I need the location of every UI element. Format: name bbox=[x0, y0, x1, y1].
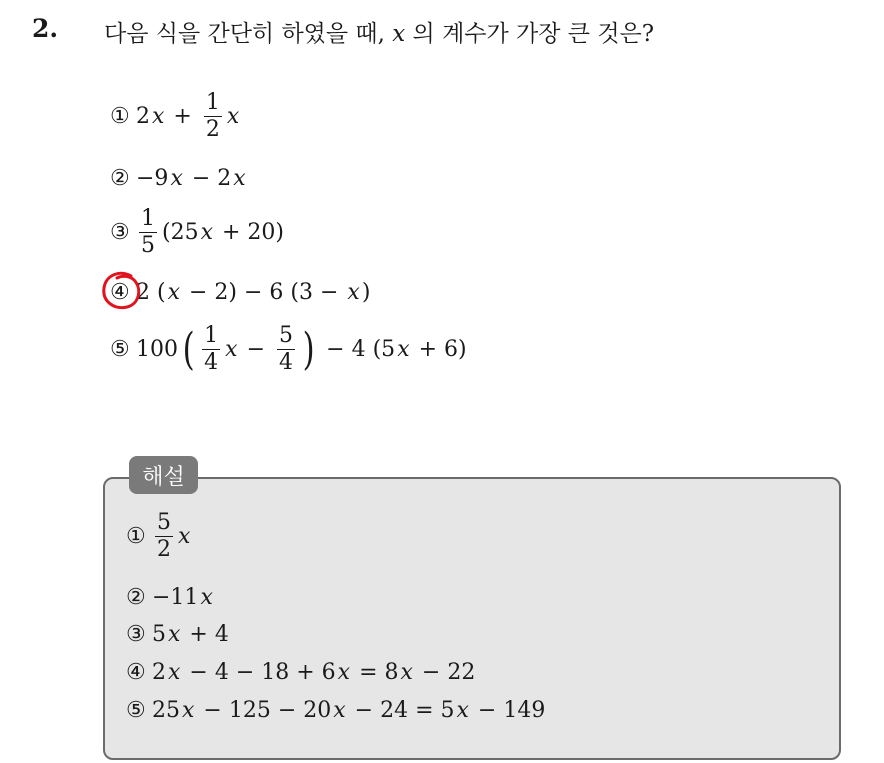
expr-text: ) bbox=[361, 280, 371, 305]
expr-text: 2 ( bbox=[136, 280, 166, 305]
fraction bbox=[155, 512, 173, 561]
question-variable: x bbox=[392, 21, 406, 47]
expr-text: + bbox=[166, 104, 199, 129]
fraction-numerator: 5 bbox=[279, 323, 294, 348]
fraction-numerator: 5 bbox=[157, 510, 171, 535]
solution-mark: ② bbox=[126, 585, 146, 610]
expr-var: x bbox=[226, 104, 240, 129]
expr-text: − 24 = 5 bbox=[347, 698, 455, 723]
choice-4[interactable] bbox=[110, 280, 370, 305]
choice-1[interactable] bbox=[110, 92, 239, 141]
expr-text: 2 bbox=[152, 660, 166, 685]
expr-var: x bbox=[456, 698, 469, 723]
solution-mark: ③ bbox=[126, 622, 146, 647]
expr-var: x bbox=[182, 698, 195, 723]
expr-var: x bbox=[225, 337, 238, 362]
expr-text: + 6) bbox=[411, 337, 467, 362]
expr-text: − 2 bbox=[184, 166, 232, 191]
choice-mark: ② bbox=[110, 166, 130, 191]
fraction-denominator: 4 bbox=[279, 350, 294, 375]
expr-var: x bbox=[397, 337, 410, 362]
expr-var: x bbox=[333, 698, 346, 723]
expr-text: = 8 bbox=[352, 660, 399, 685]
fraction-denominator: 5 bbox=[141, 233, 155, 258]
expr-var: x bbox=[337, 660, 351, 685]
choice-mark: ③ bbox=[110, 220, 130, 245]
solution-mark: ① bbox=[126, 524, 146, 549]
solution-expression bbox=[152, 585, 213, 610]
expr-var: x bbox=[168, 660, 181, 685]
fraction bbox=[277, 325, 295, 374]
expr-text: − bbox=[239, 337, 273, 362]
right-paren: ) bbox=[302, 323, 315, 375]
fraction-denominator: 2 bbox=[157, 537, 171, 562]
expr-var: x bbox=[170, 166, 183, 191]
left-paren: ( bbox=[182, 323, 195, 375]
fraction-numerator: 1 bbox=[205, 90, 220, 115]
expr-text: 25 bbox=[152, 698, 180, 723]
expr-var: x bbox=[152, 104, 165, 129]
solution-line-1 bbox=[126, 512, 190, 561]
expr-var: x bbox=[233, 166, 246, 191]
expr-text: − 125 − 20 bbox=[196, 698, 332, 723]
choice-mark: ④ bbox=[110, 280, 130, 305]
fraction-denominator: 2 bbox=[205, 117, 220, 142]
solution-mark: ④ bbox=[126, 660, 146, 685]
expr-text: − 4 − 18 + 6 bbox=[182, 660, 336, 685]
expr-text: (25 bbox=[162, 220, 199, 245]
fraction bbox=[202, 325, 220, 374]
choice-3[interactable] bbox=[110, 208, 284, 257]
choice-expression bbox=[136, 208, 284, 257]
expr-text: 2 bbox=[136, 104, 150, 129]
choice-2[interactable] bbox=[110, 166, 246, 191]
solution-expression bbox=[152, 660, 475, 685]
solution-expression bbox=[152, 698, 545, 723]
choice-5[interactable] bbox=[110, 325, 467, 374]
expr-text: + 20) bbox=[215, 220, 284, 245]
expr-text: − 22 bbox=[414, 660, 476, 685]
question-text bbox=[104, 15, 654, 48]
choice-expression bbox=[136, 92, 239, 141]
solution-mark: ⑤ bbox=[126, 698, 146, 723]
expr-text: −9 bbox=[136, 166, 169, 191]
fraction bbox=[139, 208, 157, 257]
fraction-denominator: 4 bbox=[204, 350, 219, 375]
answer-circle-icon bbox=[101, 270, 143, 312]
expr-text: − 4 (5 bbox=[319, 337, 396, 362]
expr-var: x bbox=[178, 524, 191, 549]
question-text-after: 의 계수가 가장 큰 것은? bbox=[405, 21, 655, 47]
expr-text: + 4 bbox=[182, 622, 229, 647]
expr-text: 5 bbox=[152, 622, 166, 647]
question-number: 2. bbox=[32, 14, 59, 43]
solution-expression bbox=[152, 512, 190, 561]
fraction bbox=[204, 92, 222, 141]
choice-mark: ⑤ bbox=[110, 337, 130, 362]
expr-text: − 2) − 6 (3 − bbox=[182, 280, 346, 305]
choice-mark: ① bbox=[110, 104, 130, 129]
solution-line-5 bbox=[126, 698, 545, 723]
choice-expression bbox=[136, 166, 246, 191]
expr-text: −11 bbox=[152, 585, 199, 610]
solution-line-4 bbox=[126, 660, 475, 685]
expr-var: x bbox=[347, 280, 360, 305]
solution-label: 해설 bbox=[129, 456, 198, 494]
solution-expression bbox=[152, 622, 229, 647]
expr-text: − 149 bbox=[470, 698, 546, 723]
question-text-before: 다음 식을 간단히 하였을 때, bbox=[104, 21, 393, 47]
choice-expression bbox=[136, 325, 467, 374]
fraction-numerator: 1 bbox=[204, 323, 219, 348]
fraction-numerator: 1 bbox=[141, 206, 155, 231]
expr-text: 100 bbox=[136, 337, 178, 362]
solution-line-3 bbox=[126, 622, 229, 647]
expr-var: x bbox=[168, 622, 181, 647]
expr-var: x bbox=[400, 660, 413, 685]
solution-line-2 bbox=[126, 585, 213, 610]
choice-expression bbox=[136, 280, 370, 305]
expr-var: x bbox=[167, 280, 180, 305]
expr-var: x bbox=[200, 585, 213, 610]
expr-var: x bbox=[200, 220, 213, 245]
